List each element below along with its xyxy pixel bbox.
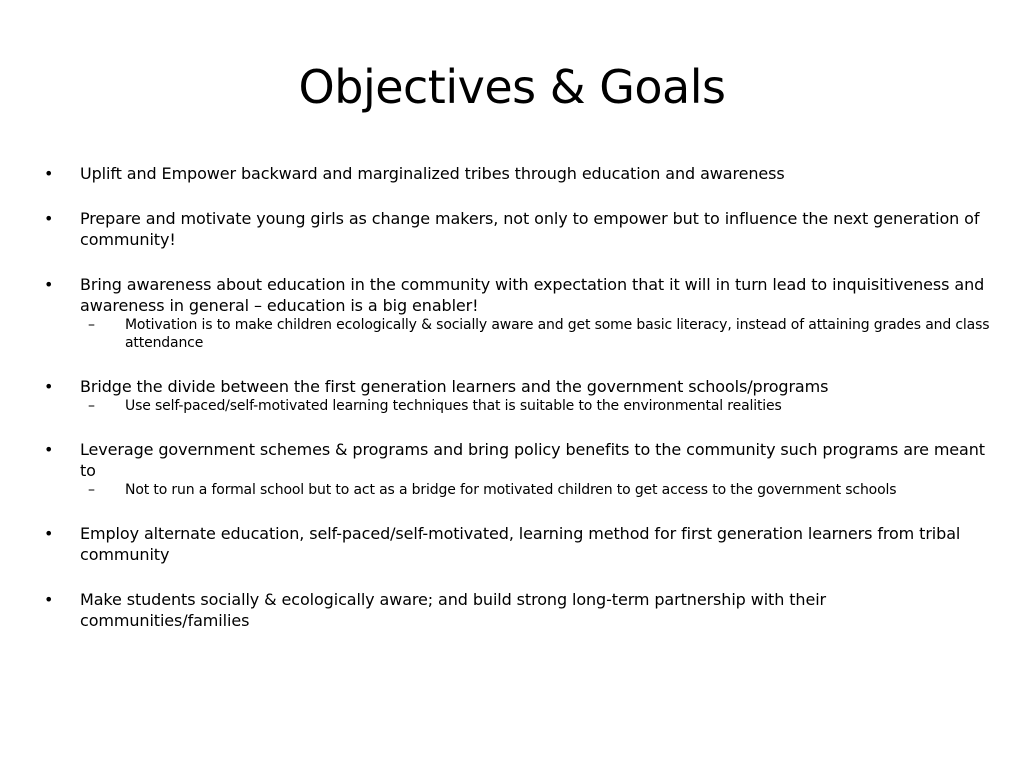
sub-bullet-mark: – bbox=[88, 317, 95, 333]
bullet-mark: • bbox=[44, 377, 54, 396]
sub-bullet-list bbox=[80, 316, 994, 352]
bullet-mark: • bbox=[44, 590, 54, 609]
bullet-text: Employ alternate education, self-paced/self-motivated, learning method for first generation learners from tribal community bbox=[80, 524, 961, 564]
sub-bullet-mark: – bbox=[88, 398, 95, 414]
bullet-text: Uplift and Empower backward and marginalized tribes through education and awareness bbox=[80, 164, 785, 183]
bullet-mark: • bbox=[44, 209, 54, 228]
bullet-text: Make students socially & ecologically aware; and build strong long-term partnership with their communities/families bbox=[80, 590, 827, 630]
bullet-mark: • bbox=[44, 164, 54, 183]
sub-bullet-item bbox=[80, 481, 994, 499]
sub-bullet-item bbox=[80, 316, 994, 352]
bullet-text: Bring awareness about education in the community with expectation that it will in turn lead to inquisitiveness and awareness in general – education is a big enabler! bbox=[80, 275, 985, 315]
slide-title: Objectives & Goals bbox=[298, 60, 726, 114]
bullet-text: Prepare and motivate young girls as change makers, not only to empower but to influence the next generation of community! bbox=[80, 209, 980, 249]
sub-bullet-text: Use self-paced/self-motivated learning techniques that is suitable to the environmental realities bbox=[125, 398, 782, 414]
sub-bullet-item bbox=[80, 397, 994, 415]
bullet-item bbox=[44, 163, 994, 184]
sub-bullet-text: Not to run a formal school but to act as a bridge for motivated children to get access to the government schools bbox=[125, 482, 897, 498]
bullet-mark: • bbox=[44, 440, 54, 459]
bullet-item bbox=[44, 523, 994, 565]
bullet-item bbox=[44, 376, 994, 415]
bullet-item bbox=[44, 439, 994, 499]
bullet-text: Bridge the divide between the first generation learners and the government schools/programs bbox=[80, 377, 829, 396]
sub-bullet-mark: – bbox=[88, 482, 95, 498]
bullet-item bbox=[44, 589, 994, 631]
sub-bullet-list bbox=[80, 397, 994, 415]
bullet-list bbox=[44, 163, 994, 655]
sub-bullet-list bbox=[80, 481, 994, 499]
bullet-item bbox=[44, 274, 994, 352]
bullet-mark: • bbox=[44, 275, 54, 294]
bullet-item bbox=[44, 208, 994, 250]
bullet-mark: • bbox=[44, 524, 54, 543]
sub-bullet-text: Motivation is to make children ecologically & socially aware and get some basic literacy, instead of attaining grades and class attendance bbox=[125, 317, 990, 351]
bullet-text: Leverage government schemes & programs and bring policy benefits to the community such programs are meant to bbox=[80, 440, 985, 480]
